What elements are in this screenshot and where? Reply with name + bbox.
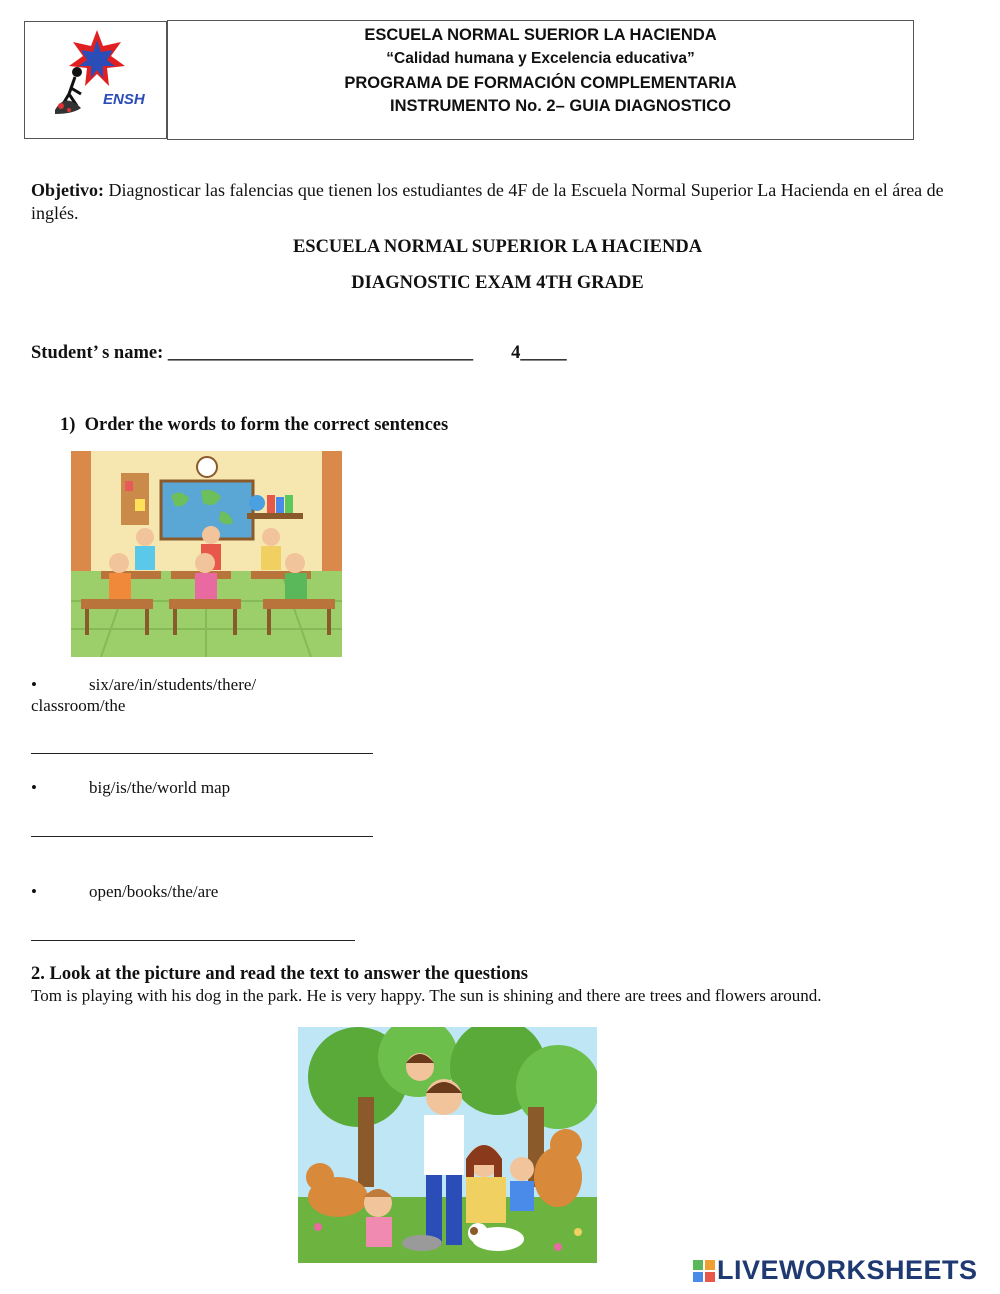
objective-paragraph: [31, 179, 961, 225]
list-item: [31, 778, 230, 798]
family-park-picture-icon: [298, 1027, 597, 1263]
reading-text: Tom is playing with his dog in the park. He is very happy. The sun is shining and there are trees and flowers around.: [31, 986, 822, 1005]
grade-prefix: 4: [511, 343, 521, 363]
header-motto: “Calidad humana y Excelencia educativa”: [386, 50, 695, 67]
park-illustration: [298, 1027, 597, 1263]
scrambled-words: big/is/the/world map: [89, 778, 231, 797]
answer-line[interactable]: [31, 940, 355, 941]
student-name-label: Student’ s name:: [31, 343, 168, 363]
list-item: [31, 882, 218, 902]
answer-line[interactable]: [31, 836, 373, 837]
grade-blank[interactable]: _____: [520, 343, 567, 363]
section1-title: Order the words to form the correct sentences: [84, 415, 449, 435]
student-name-row: [31, 343, 567, 364]
bullet-marker: •: [31, 675, 37, 694]
brand-text: LIVEWORKSHEETS: [717, 1255, 978, 1285]
scrambled-words: open/books/the/are: [89, 882, 219, 901]
section1-number: 1): [60, 415, 76, 435]
liveworksheets-brand[interactable]: [693, 1255, 978, 1286]
liveworksheets-logo-icon: [693, 1260, 715, 1282]
scrambled-words-continued: classroom/the: [31, 696, 126, 715]
answer-line[interactable]: [31, 753, 373, 754]
section1-heading: [60, 415, 448, 436]
school-logo-box: [24, 21, 167, 139]
scrambled-words: six/are/in/students/there/: [89, 675, 257, 694]
bullet-marker: •: [31, 882, 37, 901]
student-name-blank[interactable]: _________________________________: [167, 343, 474, 363]
objective-label: Objetivo:: [31, 180, 104, 200]
objective-text: Diagnosticar las falencias que tienen los estudiantes de 4F de la Escuela Normal Superior La Hacienda en el área de inglés.: [31, 180, 944, 223]
bullet-marker: •: [31, 778, 37, 797]
exam-title: DIAGNOSTIC EXAM 4TH GRADE: [351, 273, 644, 293]
list-item: [31, 675, 256, 695]
header-instrument: INSTRUMENTO No. 2– GUIA DIAGNOSTICO: [389, 97, 732, 115]
classroom-illustration: [71, 451, 342, 657]
school-title: ESCUELA NORMAL SUPERIOR LA HACIENDA: [292, 237, 703, 257]
header-box: [167, 20, 914, 140]
school-logo-icon: [25, 22, 166, 138]
logo-text: ENSH: [103, 91, 145, 108]
classroom-picture-icon: [71, 451, 342, 657]
header-school-name: ESCUELA NORMAL SUERIOR LA HACIENDA: [364, 26, 717, 44]
header-program: PROGRAMA DE FORMACIÓN COMPLEMENTARIA: [344, 74, 737, 92]
section2-heading: 2. Look at the picture and read the text to answer the questions: [31, 964, 528, 984]
